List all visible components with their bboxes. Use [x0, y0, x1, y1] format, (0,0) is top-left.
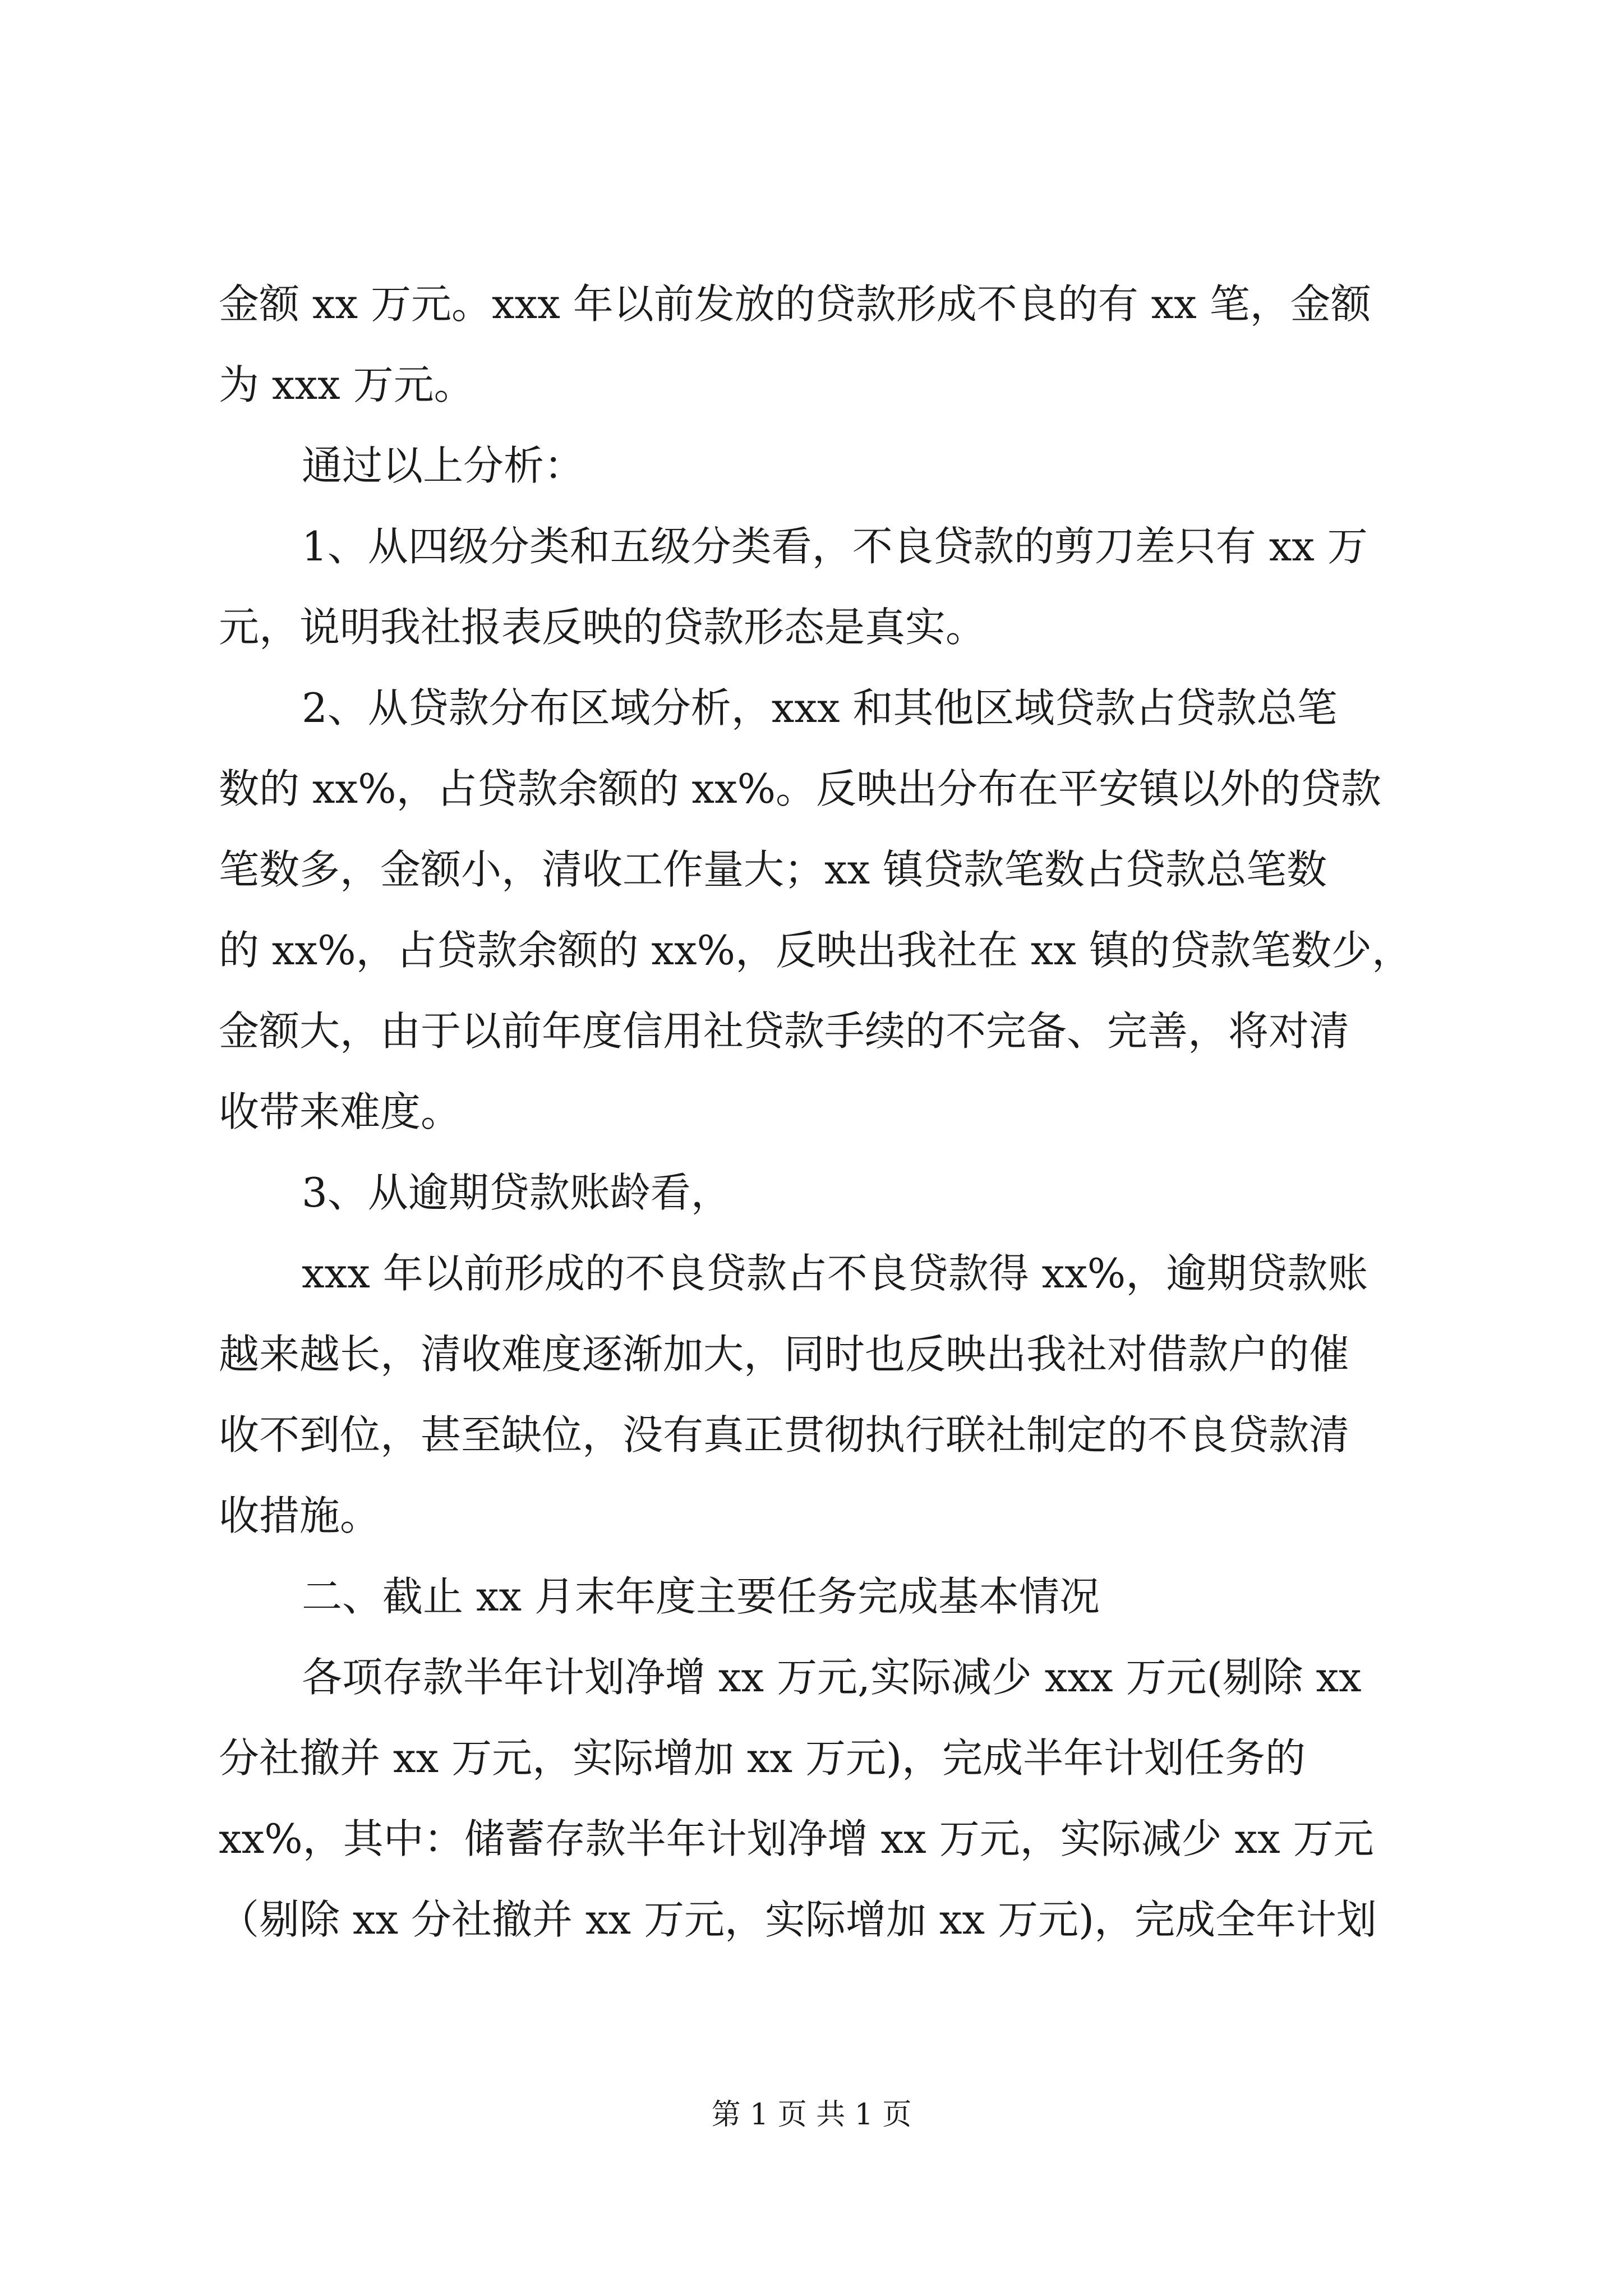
- text-line: 通过以上分析：: [302, 442, 585, 489]
- text-line: 笔数多，金额小，清收工作量大；xx 镇贷款笔数占贷款总笔数: [219, 846, 1327, 893]
- document-body: [219, 264, 1419, 1960]
- text-line: 收不到位，甚至缺位，没有真正贯彻执行联社制定的不良贷款清: [219, 1411, 1350, 1458]
- text-line: 元，说明我社报表反映的贷款形态是真实。: [219, 604, 986, 651]
- text-line: xx%，其中：储蓄存款半年计划净增 xx 万元，实际减少 xx 万元: [219, 1815, 1374, 1862]
- text-line: 分社撤并 xx 万元，实际增加 xx 万元)，完成半年计划任务的: [219, 1734, 1306, 1782]
- text-line: xxx 年以前形成的不良贷款占不良贷款得 xx%，逾期贷款账: [302, 1250, 1368, 1297]
- text-line: 金额大，由于以前年度信用社贷款手续的不完备、完善，将对清: [219, 1007, 1350, 1055]
- text-line: 为 xxx 万元。: [219, 361, 474, 408]
- text-line: 2、从贷款分布区域分析，xxx 和其他区域贷款占贷款总笔: [302, 684, 1338, 731]
- text-line: 的 xx%，占贷款余额的 xx%，反映出我社在 xx 镇的贷款笔数少，: [219, 927, 1413, 974]
- page-number-footer: 第 1 页 共 1 页: [711, 2098, 912, 2132]
- text-line: 1、从四级分类和五级分类看，不良贷款的剪刀差只有 xx 万: [302, 523, 1368, 570]
- text-line: 各项存款半年计划净增 xx 万元,实际减少 xxx 万元(剔除 xx: [302, 1654, 1362, 1701]
- text-line: 3、从逾期贷款账龄看，: [302, 1169, 731, 1216]
- text-line: 收措施。: [219, 1492, 381, 1539]
- text-line: 金额 xx 万元。xxx 年以前发放的贷款形成不良的有 xx 笔，金额: [219, 280, 1371, 328]
- text-line: 数的 xx%，占贷款余额的 xx%。反映出分布在平安镇以外的贷款: [219, 765, 1382, 812]
- text-line: （剔除 xx 分社撤并 xx 万元，实际增加 xx 万元)，完成全年计划: [219, 1896, 1377, 1943]
- section-heading: 二、截止 xx 月末年度主要任务完成基本情况: [302, 1573, 1100, 1620]
- text-line: 越来越长，清收难度逐渐加大，同时也反映出我社对借款户的催: [219, 1331, 1350, 1378]
- text-line: 收带来难度。: [219, 1088, 462, 1135]
